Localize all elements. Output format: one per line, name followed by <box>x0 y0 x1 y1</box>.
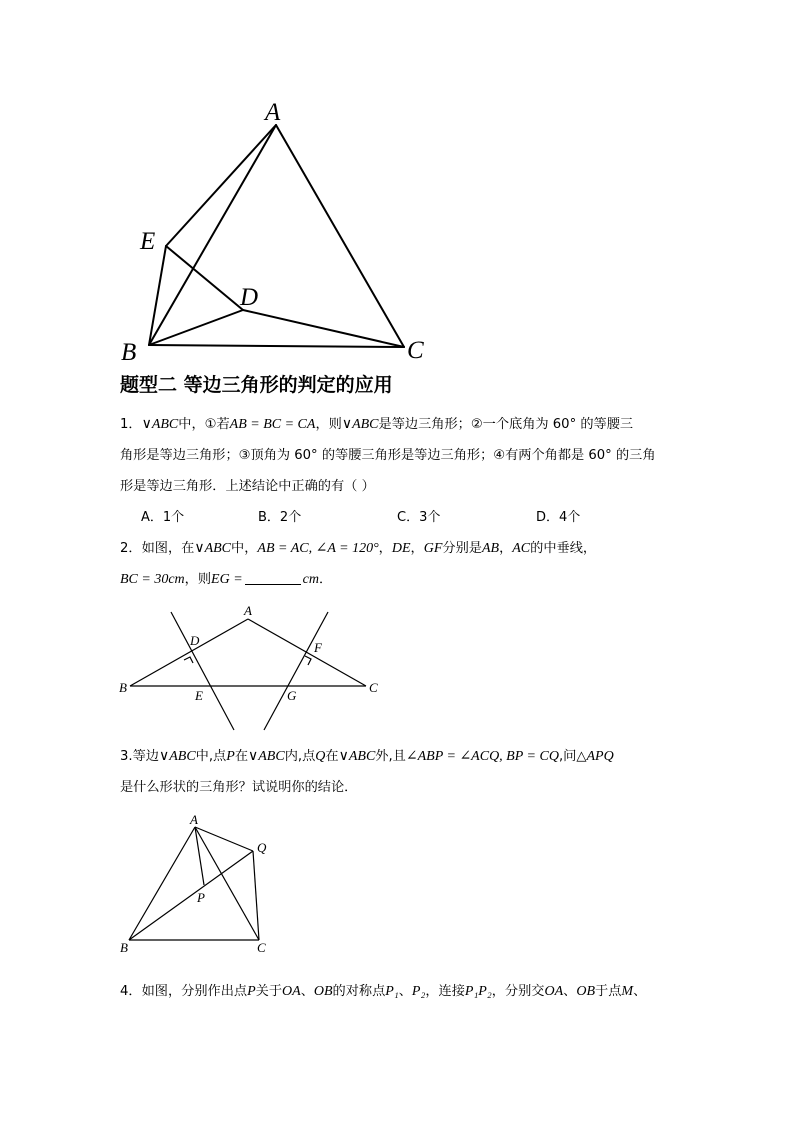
q2-line-1: 2．如图，在∨ABC中，AB = AC, ∠A = 120°，DE，GF分别是AB，AC的中垂线， <box>120 541 597 556</box>
label-p: P <box>197 890 205 905</box>
q3-line-2: 是什么形状的三角形？试说明你的结论． <box>120 780 358 795</box>
segment-ac <box>195 827 259 940</box>
segment-ab <box>149 125 276 345</box>
q4-line-1: 4．如图，分别作出点P关于OA、OB的对称点P₁、P₂，连接P₁P₂，分别交OA、OB于点M、 <box>120 984 647 999</box>
label-a: A <box>265 99 281 126</box>
q1-option-d: D．4个 <box>536 510 581 525</box>
q1-line-1: 1．∨ABC中，①若AB = BC = CA，则∨ABC是等边三角形；②一个底角为 60° 的等腰三 <box>120 417 634 432</box>
label-q: Q <box>257 840 267 855</box>
label-f: F <box>314 640 322 655</box>
label-c: C <box>369 680 378 695</box>
label-e: E <box>140 228 156 255</box>
segment-ac <box>248 619 366 686</box>
figure-1-triangle-abced <box>0 0 794 370</box>
q2-line-2: BC = 30cm，则EG = cm． <box>120 572 333 587</box>
label-e: E <box>195 688 203 703</box>
label-b: B <box>121 339 137 366</box>
bisector-de <box>171 612 234 730</box>
label-b: B <box>120 940 128 955</box>
q1-line-2: 角形是等边三角形；③顶角为 60° 的等腰三角形是等边三角形；④有两个角都是 60° 的三角 <box>120 448 656 463</box>
label-g: G <box>287 688 297 703</box>
label-c: C <box>407 337 424 364</box>
section-title: 题型二 等边三角形的判定的应用 <box>120 374 393 396</box>
right-angle-f <box>305 656 311 665</box>
figure-2-perpendicular-bisectors <box>0 600 794 740</box>
label-b: B <box>119 680 127 695</box>
figure-3-triangle-apq <box>0 810 794 960</box>
bisector-gf <box>264 612 328 730</box>
label-a: A <box>244 603 252 618</box>
segment-ac <box>276 125 404 347</box>
right-angle-d <box>184 657 193 663</box>
q1-option-b: B．2个 <box>258 510 302 525</box>
label-d: D <box>240 284 259 311</box>
segment-ae <box>166 125 276 246</box>
q1-option-a: A．1个 <box>141 510 185 525</box>
segment-qc <box>253 851 259 940</box>
label-c: C <box>257 940 266 955</box>
q1-line-3: 形是等边三角形．上述结论中正确的有（ ） <box>120 479 375 494</box>
segment-aq <box>195 827 253 851</box>
label-a: A <box>190 812 198 827</box>
segment-dc <box>243 310 404 347</box>
label-d: D <box>190 633 200 648</box>
segment-bc <box>149 345 404 347</box>
answer-blank[interactable] <box>245 572 301 585</box>
q1-option-c: C．3个 <box>397 510 441 525</box>
segment-ab <box>130 619 248 686</box>
segment-ed <box>166 246 243 310</box>
segment-ab <box>129 827 195 940</box>
q3-line-1: 3.等边∨ABC中,点P在∨ABC内,点Q在∨ABC外,且∠ABP = ∠ACQ, BP = CQ,问△APQ <box>120 749 614 764</box>
segment-bd <box>149 310 243 345</box>
